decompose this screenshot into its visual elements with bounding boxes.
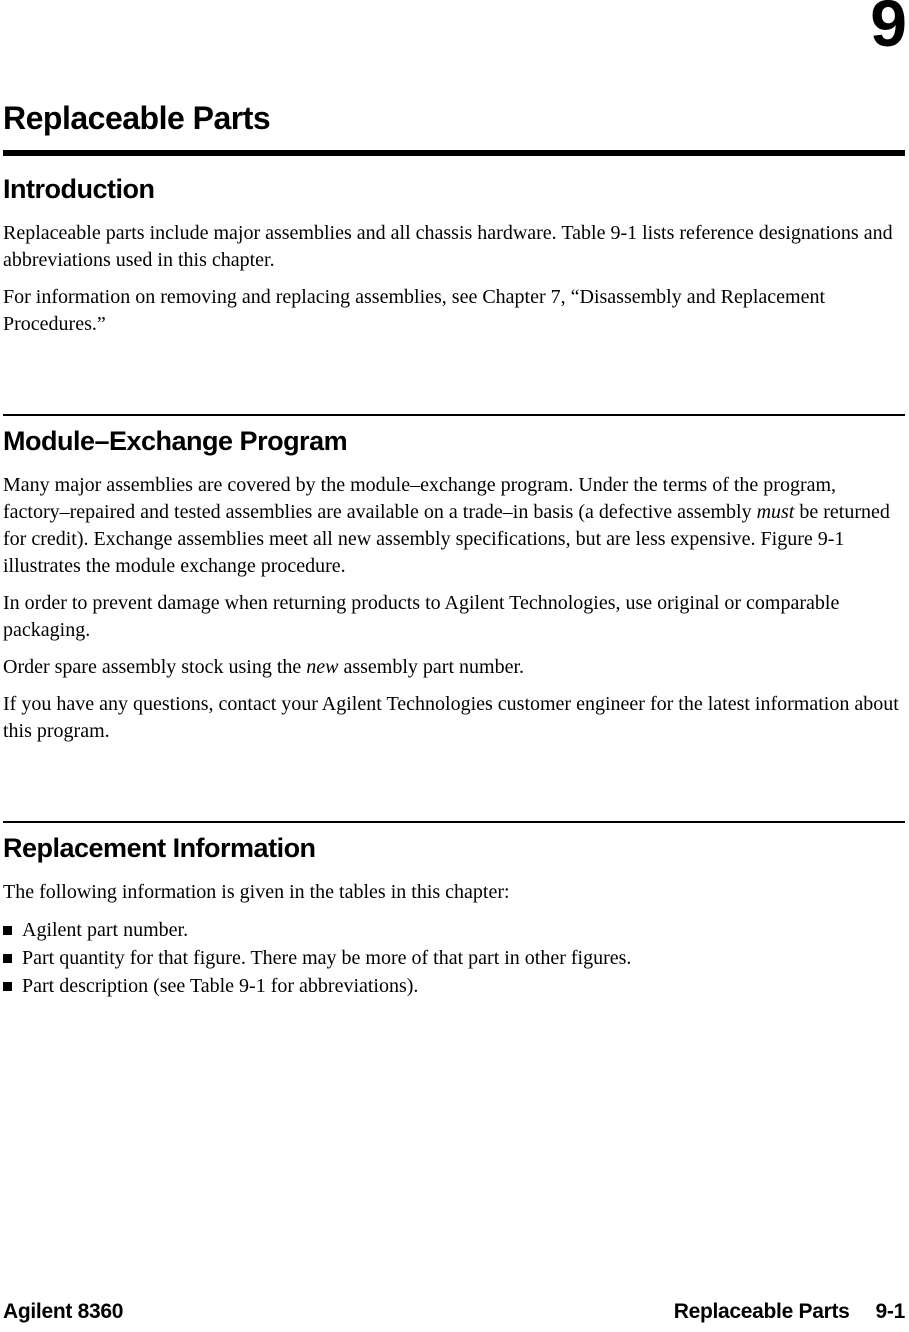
footer-page-number: 9-1: [875, 1300, 905, 1323]
section-divider-rule: [3, 821, 905, 823]
paragraph: [3, 590, 905, 644]
bullet-item: [3, 944, 905, 972]
bullet-item-text: Part quantity for that figure. There may be more of that part in other figures.: [22, 947, 632, 969]
paragraph: [3, 220, 905, 274]
square-bullet-icon: [3, 926, 12, 935]
bullet-item-text: Agilent part number.: [22, 919, 189, 941]
section-replacement-information: [3, 821, 905, 1000]
section-introduction: [3, 156, 905, 348]
text-run: Replaceable parts include major assemblies and all chassis hardware. Table 9-1 lists reference designations and abbreviations used in this chapter.: [3, 222, 893, 271]
chapter-title: Replaceable Parts: [3, 100, 271, 136]
paragraph: [3, 879, 905, 906]
paragraph: [3, 284, 905, 338]
sections-container: [3, 156, 905, 1000]
chapter-number: 9: [870, 0, 907, 60]
section-module-exchange-program: [3, 414, 905, 755]
text-run: assembly part number.: [338, 656, 525, 678]
bullet-item: [3, 916, 905, 944]
text-run: For information on removing and replacing assemblies, see Chapter 7, “Disassembly and Replacement Procedures.”: [3, 286, 826, 335]
footer-chapter-page: [674, 1301, 905, 1323]
section-heading: Replacement Information: [3, 833, 316, 863]
page-footer: [3, 1301, 905, 1323]
text-run: Order spare assembly stock using the: [3, 656, 307, 678]
section-divider-rule: [3, 414, 905, 416]
italic-text-run: new: [306, 656, 339, 678]
text-run: If you have any questions, contact your Agilent Technologies customer engineer for the latest information about this program.: [3, 693, 899, 742]
section-heading: Introduction: [3, 174, 155, 204]
paragraph: [3, 691, 905, 745]
text-run: be returned for credit). Exchange assemblies meet all new assembly specifications, but are less expensive. Figure 9-1 illustrates the module exchange procedure.: [3, 501, 890, 577]
bullet-list: [3, 916, 905, 1000]
text-run: Many major assemblies are covered by the module–exchange program. Under the terms of the program, factory–repaired and tested assemblies are available on a trade–in basis (a defective assembly: [3, 474, 837, 523]
paragraph: [3, 472, 905, 580]
text-run: In order to prevent damage when returning products to Agilent Technologies, use original or comparable packaging.: [3, 592, 840, 641]
square-bullet-icon: [3, 954, 12, 963]
bullet-item: [3, 972, 905, 1000]
bullet-item-text: Part description (see Table 9-1 for abbreviations).: [22, 975, 419, 997]
text-run: The following information is given in the tables in this chapter:: [3, 881, 510, 903]
footer-model-number: Agilent 8360: [3, 1300, 124, 1323]
footer-chapter-title: Replaceable Parts: [673, 1300, 850, 1323]
paragraph: [3, 654, 905, 681]
italic-text-run: must: [756, 501, 795, 523]
square-bullet-icon: [3, 982, 12, 991]
section-heading: Module–Exchange Program: [3, 426, 348, 456]
